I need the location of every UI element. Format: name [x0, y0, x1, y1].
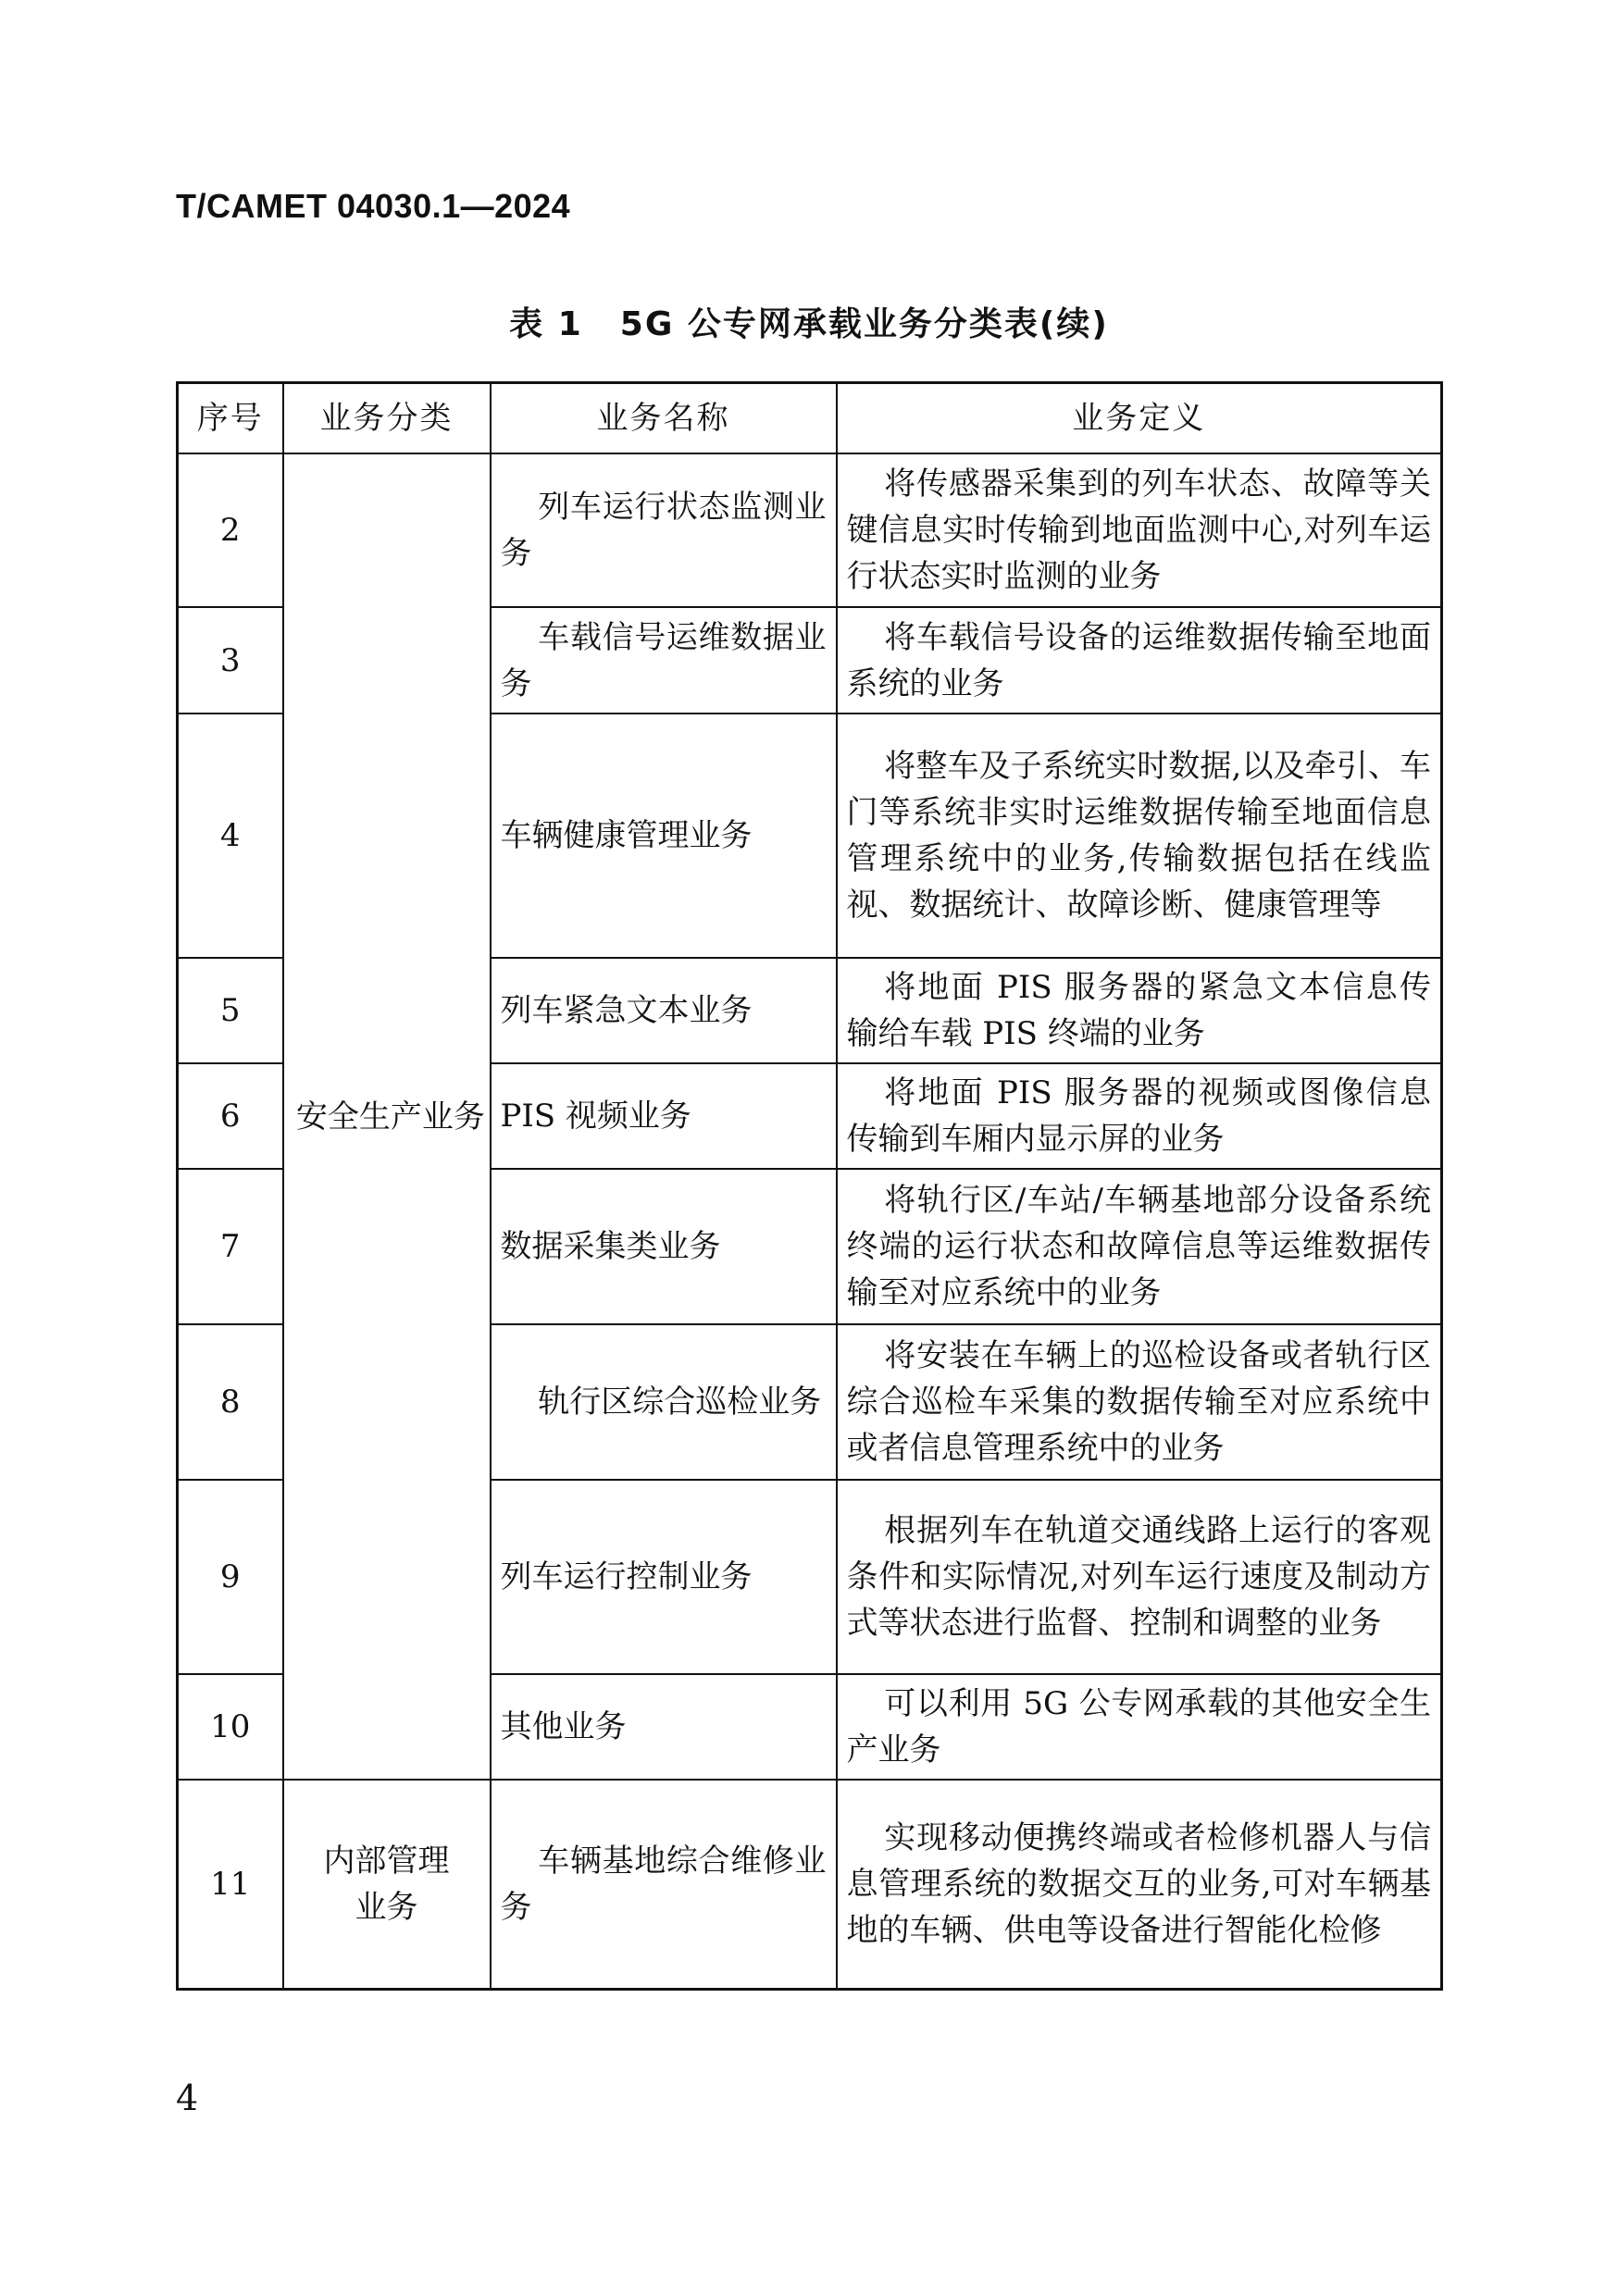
service-definition: 根据列车在轨道交通线路上运行的客观条件和实际情况,对列车运行速度及制动方式等状态进行监督、控制和调整的业务 — [837, 1480, 1442, 1674]
row-seq: 11 — [178, 1780, 283, 1989]
row-seq: 3 — [178, 607, 283, 714]
document-code: T/CAMET 04030.1—2024 — [176, 187, 571, 225]
service-name: 车辆健康管理业务 — [491, 714, 837, 958]
service-definition: 实现移动便携终端或者检修机器人与信息管理系统的数据交互的业务,可对车辆基地的车辆、供电等设备进行智能化检修 — [837, 1780, 1442, 1989]
service-name: 其他业务 — [491, 1674, 837, 1780]
category-label: 安全生产业务 — [295, 1098, 485, 1136]
service-definition: 将传感器采集到的列车状态、故障等关键信息实时传输到地面监测中心,对列车运行状态实时监测的业务 — [837, 453, 1442, 607]
row-seq: 7 — [178, 1169, 283, 1324]
row-seq: 4 — [178, 714, 283, 958]
row-seq: 6 — [178, 1063, 283, 1169]
category-cell — [283, 453, 491, 1780]
column-header: 业务名称 — [491, 383, 837, 454]
service-definition: 将地面 PIS 服务器的视频或图像信息传输到车厢内显示屏的业务 — [837, 1063, 1442, 1169]
row-seq: 2 — [178, 453, 283, 607]
service-definition: 将地面 PIS 服务器的紧急文本信息传输给车载 PIS 终端的业务 — [837, 958, 1442, 1063]
service-definition: 可以利用 5G 公专网承载的其他安全生产业务 — [837, 1674, 1442, 1780]
category-label: 内部管理业务 — [323, 1842, 450, 1926]
page-number: 4 — [176, 2078, 199, 2118]
service-definition: 将整车及子系统实时数据,以及牵引、车门等系统非实时运维数据传输至地面信息管理系统中的业务,传输数据包括在线监视、数据统计、故障诊断、健康管理等 — [837, 714, 1442, 958]
column-header: 序号 — [178, 383, 283, 454]
service-name: 列车运行状态监测业务 — [491, 453, 837, 607]
row-seq: 5 — [178, 958, 283, 1063]
classification-table — [176, 381, 1443, 1991]
service-definition: 将轨行区/车站/车辆基地部分设备系统终端的运行状态和故障信息等运维数据传输至对应系统中的业务 — [837, 1169, 1442, 1324]
service-name: 列车运行控制业务 — [491, 1480, 837, 1674]
column-header: 业务定义 — [837, 383, 1442, 454]
category-cell — [283, 1780, 491, 1989]
column-header: 业务分类 — [283, 383, 491, 454]
service-name: 列车紧急文本业务 — [491, 958, 837, 1063]
row-seq: 9 — [178, 1480, 283, 1674]
table-number: 表 1 — [509, 305, 583, 343]
service-name: 数据采集类业务 — [491, 1169, 837, 1324]
service-name: PIS 视频业务 — [491, 1063, 837, 1169]
table-caption: 5G 公专网承载业务分类表(续) — [619, 305, 1109, 343]
row-seq: 10 — [178, 1674, 283, 1780]
row-seq: 8 — [178, 1324, 283, 1480]
table-title — [0, 298, 1618, 345]
table-row — [178, 1780, 1442, 1989]
service-name: 轨行区综合巡检业务 — [491, 1324, 837, 1480]
table-header-row — [178, 383, 1442, 454]
service-definition: 将安装在车辆上的巡检设备或者轨行区综合巡检车采集的数据传输至对应系统中或者信息管理系统中的业务 — [837, 1324, 1442, 1480]
table-row — [178, 453, 1442, 607]
service-name: 车辆基地综合维修业务 — [491, 1780, 837, 1989]
service-definition: 将车载信号设备的运维数据传输至地面系统的业务 — [837, 607, 1442, 714]
service-name: 车载信号运维数据业务 — [491, 607, 837, 714]
